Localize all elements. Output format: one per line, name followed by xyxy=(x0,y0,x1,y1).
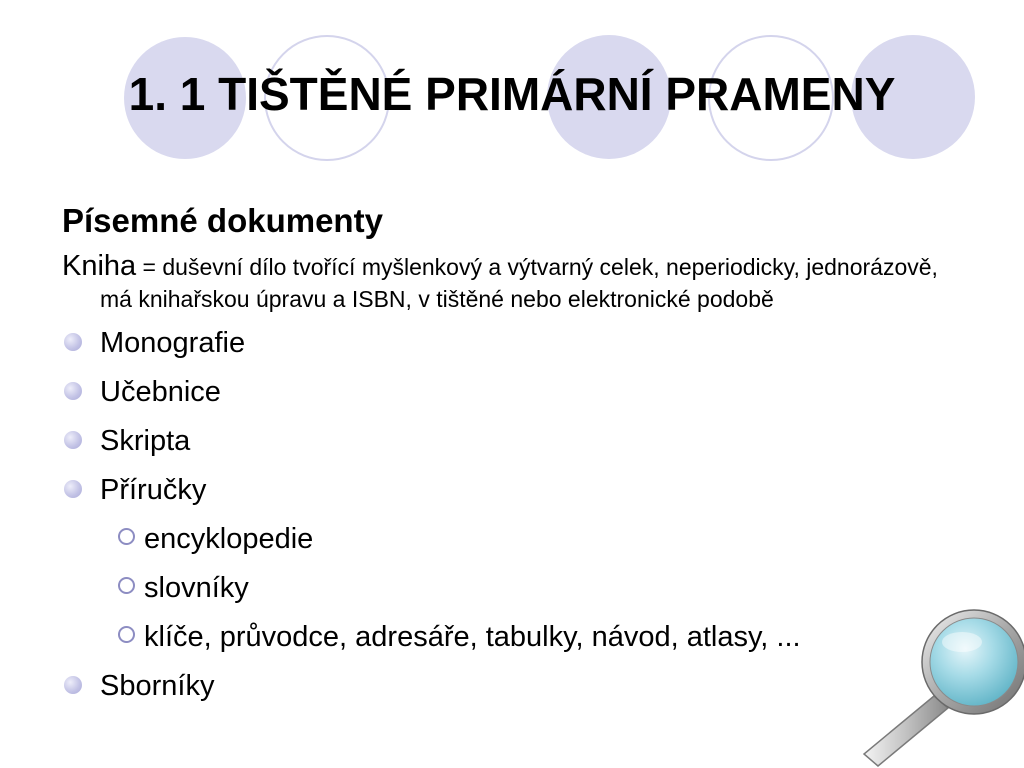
bullet-item-ucebnice xyxy=(62,368,962,417)
sub-bullet-item-klice xyxy=(62,613,962,662)
section-heading: Písemné dokumenty xyxy=(62,202,383,239)
filled-circle-bullet-icon xyxy=(64,431,82,449)
hollow-circle-bullet-icon xyxy=(118,626,135,643)
filled-circle-bullet-icon xyxy=(64,382,82,400)
bullet-item-skripta xyxy=(62,417,962,466)
magnifying-glass-icon xyxy=(856,604,1024,768)
bullet-label: Učebnice xyxy=(100,376,221,408)
sub-bullet-item-slovniky xyxy=(62,564,962,613)
slide-title: 1. 1 TIŠTĚNÉ PRIMÁRNÍ PRAMENY xyxy=(128,68,896,120)
bullet-label: Příručky xyxy=(100,474,207,506)
bullet-item-monografie xyxy=(62,319,962,368)
lens-highlight xyxy=(942,632,982,652)
filled-circle-bullet-icon xyxy=(64,676,82,694)
definition-term: Kniha xyxy=(62,250,137,282)
sub-bullet-label: encyklopedie xyxy=(144,523,314,555)
sub-bullet-label: slovníky xyxy=(144,572,249,604)
bullet-list xyxy=(62,319,962,711)
filled-circle-bullet-icon xyxy=(64,480,82,498)
hollow-circle-bullet-icon xyxy=(118,528,135,545)
bullet-label: Skripta xyxy=(100,425,191,457)
sub-bullet-item-encyklopedie xyxy=(62,515,962,564)
definition-text: = duševní dílo tvořící myšlenkový a výtvarný celek, neperiodicky, jednorázově, má knihařskou úpravu a ISBN, v tištěné nebo elektronické podobě xyxy=(100,254,938,312)
filled-circle-bullet-icon xyxy=(64,333,82,351)
definition-paragraph xyxy=(62,250,962,315)
magnifier-lens xyxy=(930,618,1018,706)
hollow-circle-bullet-icon xyxy=(118,577,135,594)
slide-content xyxy=(62,196,962,711)
magnifier-handle xyxy=(864,696,948,766)
bullet-label: Monografie xyxy=(100,327,246,359)
sub-bullet-label: klíče, průvodce, adresáře, tabulky, návod, atlasy, ... xyxy=(144,621,801,653)
bullet-item-sborniky xyxy=(62,662,962,711)
bullet-label: Sborníky xyxy=(100,670,215,702)
bullet-item-prirucky xyxy=(62,466,962,515)
